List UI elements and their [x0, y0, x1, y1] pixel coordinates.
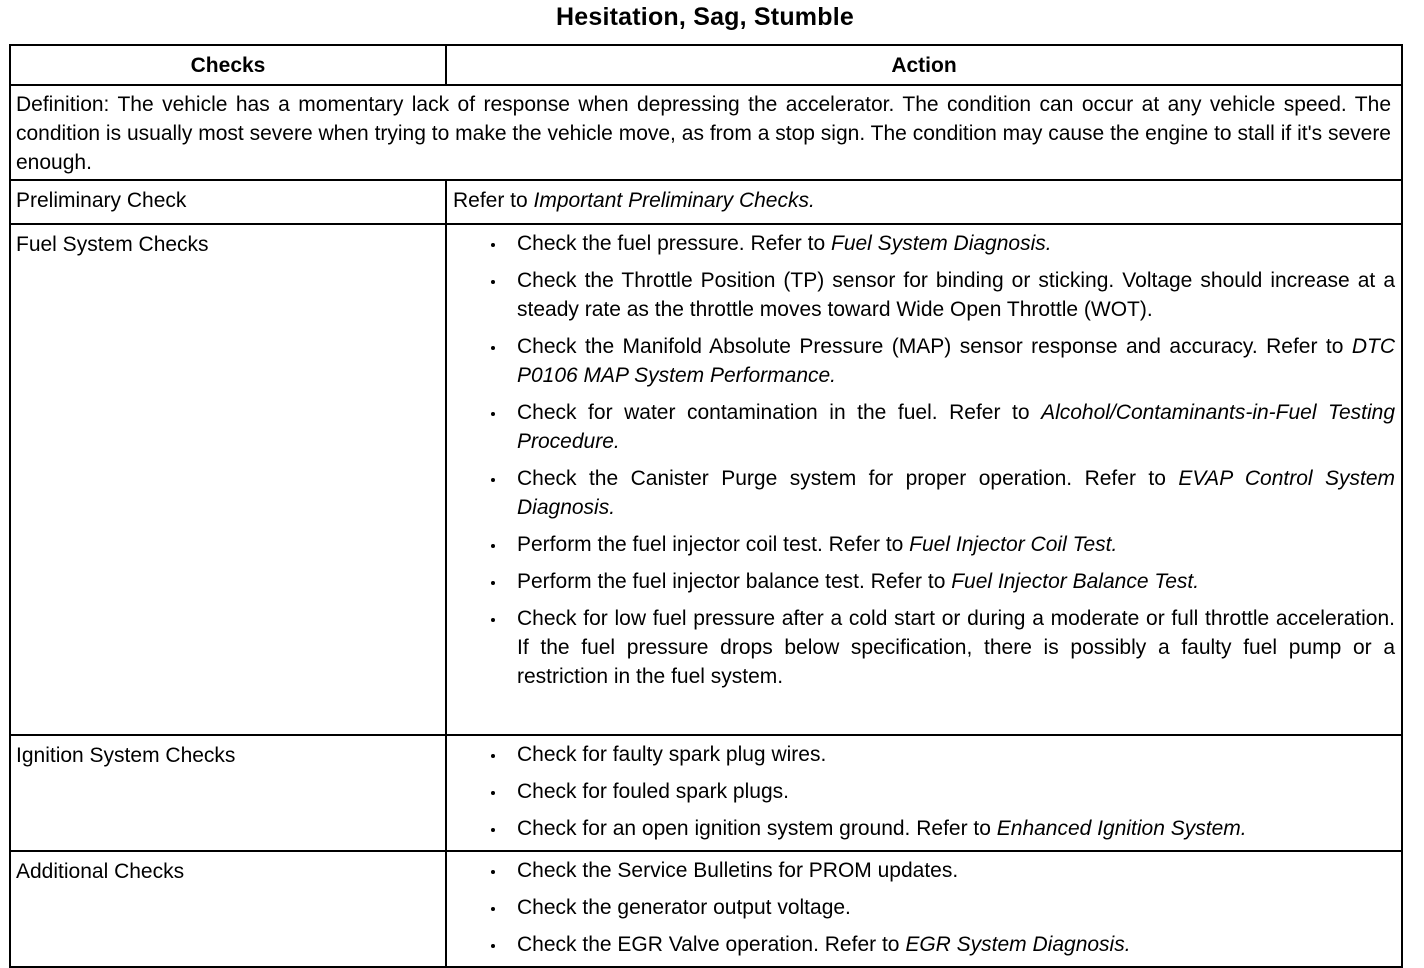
fuel-actions	[446, 224, 1402, 735]
preliminary-action-ref: Important Preliminary Checks.	[533, 189, 815, 212]
list-item-text: Check the Canister Purge system for proper operation. Refer to	[517, 467, 1179, 490]
fuel-action-list	[447, 225, 1401, 695]
list-item-reference: EGR System Diagnosis.	[905, 933, 1131, 956]
list-item-text: Check for an open ignition system ground. Refer to	[517, 817, 997, 840]
list-item	[517, 266, 1395, 324]
diagnosis-table	[9, 44, 1403, 968]
table-row-fuel	[10, 224, 1402, 735]
list-item-reference: Alcohol/Contaminants-in-Fuel Testing Procedure.	[517, 401, 1395, 453]
list-item	[517, 530, 1395, 559]
ignition-actions	[446, 735, 1402, 851]
list-item-text: Check for faulty spark plug wires.	[517, 743, 827, 766]
preliminary-label: Preliminary Check	[10, 180, 446, 224]
list-item-text: Check the Manifold Absolute Pressure (MAP) sensor response and accuracy. Refer to	[517, 335, 1352, 358]
list-item-reference: Fuel System Diagnosis.	[831, 232, 1052, 255]
list-item	[517, 814, 1395, 843]
definition-row	[10, 85, 1402, 180]
preliminary-action-text: Refer to	[453, 189, 534, 212]
list-item-text: Check for low fuel pressure after a cold start or during a moderate or full throttle acceleration. If the fuel pressure drops below specification, there is possibly a faulty fuel pump or a restriction in the fuel system.	[517, 607, 1395, 688]
fuel-label: Fuel System Checks	[10, 224, 446, 735]
page-title: Hesitation, Sag, Stumble	[556, 3, 854, 31]
list-item	[517, 332, 1395, 390]
list-item-text: Perform the fuel injector balance test. Refer to	[517, 570, 952, 593]
header-action: Action	[446, 45, 1402, 85]
ignition-action-list	[447, 736, 1401, 847]
list-item-text: Check for water contamination in the fuel. Refer to	[517, 401, 1042, 424]
list-item-reference: EVAP Control System Diagnosis.	[517, 467, 1396, 519]
definition-text: Definition: The vehicle has a momentary lack of response when depressing the accelerator. The condition can occur at any vehicle speed. The condition is usually most severe when trying to make the vehicle move, as from a stop sign. The condition may cause the engine to stall if it's severe enough.	[10, 85, 1402, 180]
additional-label: Additional Checks	[10, 851, 446, 967]
table-row-preliminary	[10, 180, 1402, 224]
additional-action-list	[447, 852, 1401, 963]
table-row-ignition	[10, 735, 1402, 851]
list-item	[517, 567, 1395, 596]
list-item-text: Perform the fuel injector coil test. Refer to	[517, 533, 910, 556]
list-item	[517, 777, 1395, 806]
list-item-reference: Fuel Injector Coil Test.	[909, 533, 1118, 556]
additional-actions	[446, 851, 1402, 967]
table-row-additional	[10, 851, 1402, 967]
list-item-text: Check the EGR Valve operation. Refer to	[517, 933, 906, 956]
preliminary-action	[446, 180, 1402, 224]
list-item	[517, 930, 1395, 959]
list-item-text: Check for fouled spark plugs.	[517, 780, 789, 803]
list-item	[517, 856, 1395, 885]
ignition-label: Ignition System Checks	[10, 735, 446, 851]
list-item-reference: Enhanced Ignition System.	[996, 817, 1247, 840]
list-item	[517, 604, 1395, 691]
list-item-text: Check the fuel pressure. Refer to	[517, 232, 831, 255]
list-item-text: Check the Throttle Position (TP) sensor for binding or sticking. Voltage should increase at a steady rate as the throttle moves toward Wide Open Throttle (WOT).	[517, 269, 1395, 321]
list-item-text: Check the Service Bulletins for PROM updates.	[517, 859, 959, 882]
list-item	[517, 229, 1395, 258]
list-item	[517, 464, 1395, 522]
table-header-row	[10, 45, 1402, 85]
list-item	[517, 398, 1395, 456]
list-item-text: Check the generator output voltage.	[517, 896, 851, 919]
list-item	[517, 893, 1395, 922]
list-item-reference: Fuel Injector Balance Test.	[951, 570, 1200, 593]
header-checks: Checks	[10, 45, 446, 85]
list-item	[517, 740, 1395, 769]
list-item-reference: DTC P0106 MAP System Performance.	[517, 335, 1395, 387]
